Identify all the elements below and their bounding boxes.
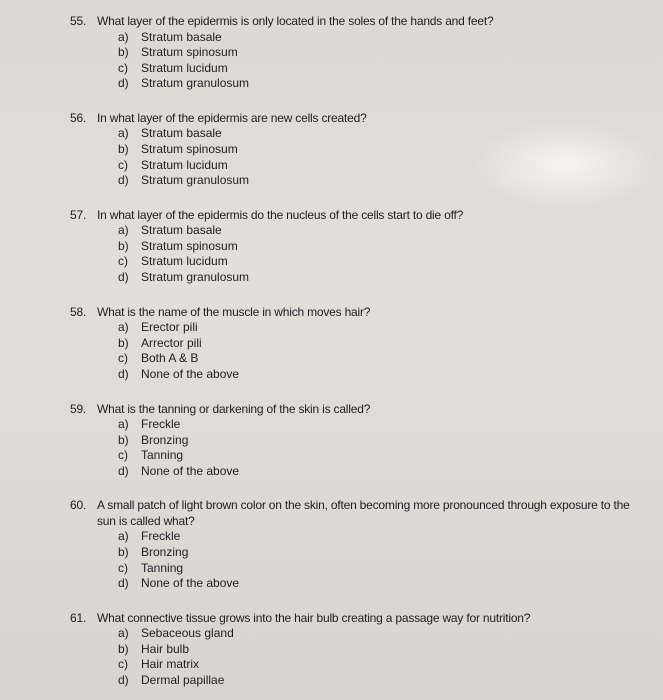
option-letter: c) xyxy=(118,351,128,366)
option-letter: a) xyxy=(118,223,129,238)
answer-option xyxy=(118,448,630,464)
answer-option xyxy=(118,545,630,561)
answer-option xyxy=(118,158,630,174)
option-text: Bronzing xyxy=(141,432,189,447)
answer-options xyxy=(70,626,630,688)
option-letter: d) xyxy=(118,576,129,591)
option-text: None of the above xyxy=(141,366,240,381)
option-letter: b) xyxy=(118,141,129,156)
option-letter: d) xyxy=(118,173,129,188)
option-text: None of the above xyxy=(141,576,240,591)
answer-option xyxy=(118,417,630,433)
question-list xyxy=(70,14,630,700)
question-text: What layer of the epidermis is only located in the soles of the hands and feet? xyxy=(97,14,494,28)
answer-option xyxy=(118,673,630,689)
question-prompt xyxy=(70,111,630,127)
option-text: Hair matrix xyxy=(141,657,200,672)
answer-options xyxy=(70,417,630,479)
answer-option xyxy=(118,61,630,77)
answer-option xyxy=(118,254,630,270)
option-letter: d) xyxy=(118,366,129,381)
question-prompt xyxy=(70,208,630,224)
option-letter: c) xyxy=(118,448,128,463)
answer-option xyxy=(118,142,630,158)
option-text: Stratum spinosum xyxy=(141,141,238,156)
option-letter: c) xyxy=(118,157,128,172)
option-letter: d) xyxy=(118,673,129,688)
question-prompt xyxy=(70,14,630,30)
question-prompt xyxy=(70,498,630,529)
question-block xyxy=(70,111,630,189)
option-letter: b) xyxy=(118,432,129,447)
option-text: Freckle xyxy=(141,529,181,544)
option-letter: b) xyxy=(118,544,129,559)
question-text: In what layer of the epidermis do the nucleus of the cells start to die off? xyxy=(97,207,464,222)
answer-option xyxy=(118,351,630,367)
question-number: 55. xyxy=(70,14,87,28)
question-block xyxy=(70,305,630,383)
option-text: Bronzing xyxy=(141,544,189,559)
question-block xyxy=(70,498,630,591)
option-text: Tanning xyxy=(141,560,184,575)
question-number: 60. xyxy=(70,498,87,513)
answer-option xyxy=(118,464,630,480)
question-number: 57. xyxy=(70,207,87,222)
option-letter: a) xyxy=(118,417,129,431)
option-text: Dermal papillae xyxy=(141,673,225,688)
answer-option xyxy=(118,76,630,92)
question-text: What is the name of the muscle in which moves hair? xyxy=(97,304,371,319)
option-text: None of the above xyxy=(141,463,240,478)
option-text: Stratum basale xyxy=(141,223,222,238)
option-letter: d) xyxy=(118,76,129,91)
answer-option xyxy=(118,529,630,545)
answer-options xyxy=(70,30,630,92)
option-text: Stratum lucidum xyxy=(141,254,228,269)
answer-option xyxy=(118,642,630,658)
option-text: Freckle xyxy=(141,417,181,431)
option-letter: b) xyxy=(118,641,129,656)
option-letter: b) xyxy=(118,45,129,60)
question-prompt xyxy=(70,305,630,321)
option-text: Stratum lucidum xyxy=(141,157,228,172)
option-text: Erector pili xyxy=(141,320,198,335)
option-letter: c) xyxy=(118,560,128,575)
option-text: Stratum lucidum xyxy=(141,60,228,75)
option-letter: a) xyxy=(118,626,129,641)
answer-option xyxy=(118,173,630,189)
answer-option xyxy=(118,561,630,577)
question-number: 61. xyxy=(70,610,87,625)
option-letter: c) xyxy=(118,657,128,672)
question-number: 56. xyxy=(70,110,87,125)
question-block xyxy=(70,208,630,286)
answer-option xyxy=(118,433,630,449)
answer-option xyxy=(118,576,630,592)
option-text: Both A & B xyxy=(141,351,199,366)
option-text: Stratum spinosum xyxy=(141,238,238,253)
option-text: Tanning xyxy=(141,448,184,463)
question-block xyxy=(70,611,630,689)
answer-option xyxy=(118,367,630,383)
option-text: Sebaceous gland xyxy=(141,626,234,641)
option-text: Stratum spinosum xyxy=(141,45,238,60)
question-block xyxy=(70,402,630,480)
option-letter: b) xyxy=(118,238,129,253)
answer-option xyxy=(118,45,630,61)
question-prompt xyxy=(70,402,630,418)
answer-option xyxy=(118,320,630,336)
option-text: Stratum granulosum xyxy=(141,173,250,188)
option-text: Stratum basale xyxy=(141,29,222,44)
question-text: What is the tanning or darkening of the skin is called? xyxy=(97,401,371,416)
option-letter: a) xyxy=(118,529,129,544)
option-letter: b) xyxy=(118,335,129,350)
option-letter: d) xyxy=(118,270,129,285)
option-text: Stratum granulosum xyxy=(141,76,250,91)
answer-options xyxy=(70,529,630,591)
option-text: Hair bulb xyxy=(141,641,190,656)
answer-options xyxy=(70,126,630,188)
question-text: In what layer of the epidermis are new cells created? xyxy=(97,110,367,125)
question-text: A small patch of light brown color on the skin, often becoming more pronounced through exposure to the sun is called what? xyxy=(97,498,630,528)
question-number: 59. xyxy=(70,401,87,416)
answer-option xyxy=(118,336,630,352)
answer-option xyxy=(118,657,630,673)
answer-option xyxy=(118,30,630,46)
answer-option xyxy=(118,626,630,642)
option-text: Stratum granulosum xyxy=(141,270,250,285)
answer-option xyxy=(118,239,630,255)
option-text: Stratum basale xyxy=(141,126,222,141)
question-number: 58. xyxy=(70,304,87,319)
answer-option xyxy=(118,126,630,142)
option-letter: d) xyxy=(118,463,129,478)
question-block xyxy=(70,14,630,92)
option-letter: a) xyxy=(118,320,129,335)
question-prompt xyxy=(70,611,630,627)
question-text: What connective tissue grows into the hair bulb creating a passage way for nutrition? xyxy=(97,610,531,625)
answer-options xyxy=(70,223,630,285)
option-text: Arrector pili xyxy=(141,335,202,350)
answer-option xyxy=(118,270,630,286)
answer-option xyxy=(118,223,630,239)
answer-options xyxy=(70,320,630,382)
option-letter: a) xyxy=(118,29,129,44)
option-letter: c) xyxy=(118,254,128,269)
option-letter: c) xyxy=(118,60,128,75)
option-letter: a) xyxy=(118,126,129,141)
